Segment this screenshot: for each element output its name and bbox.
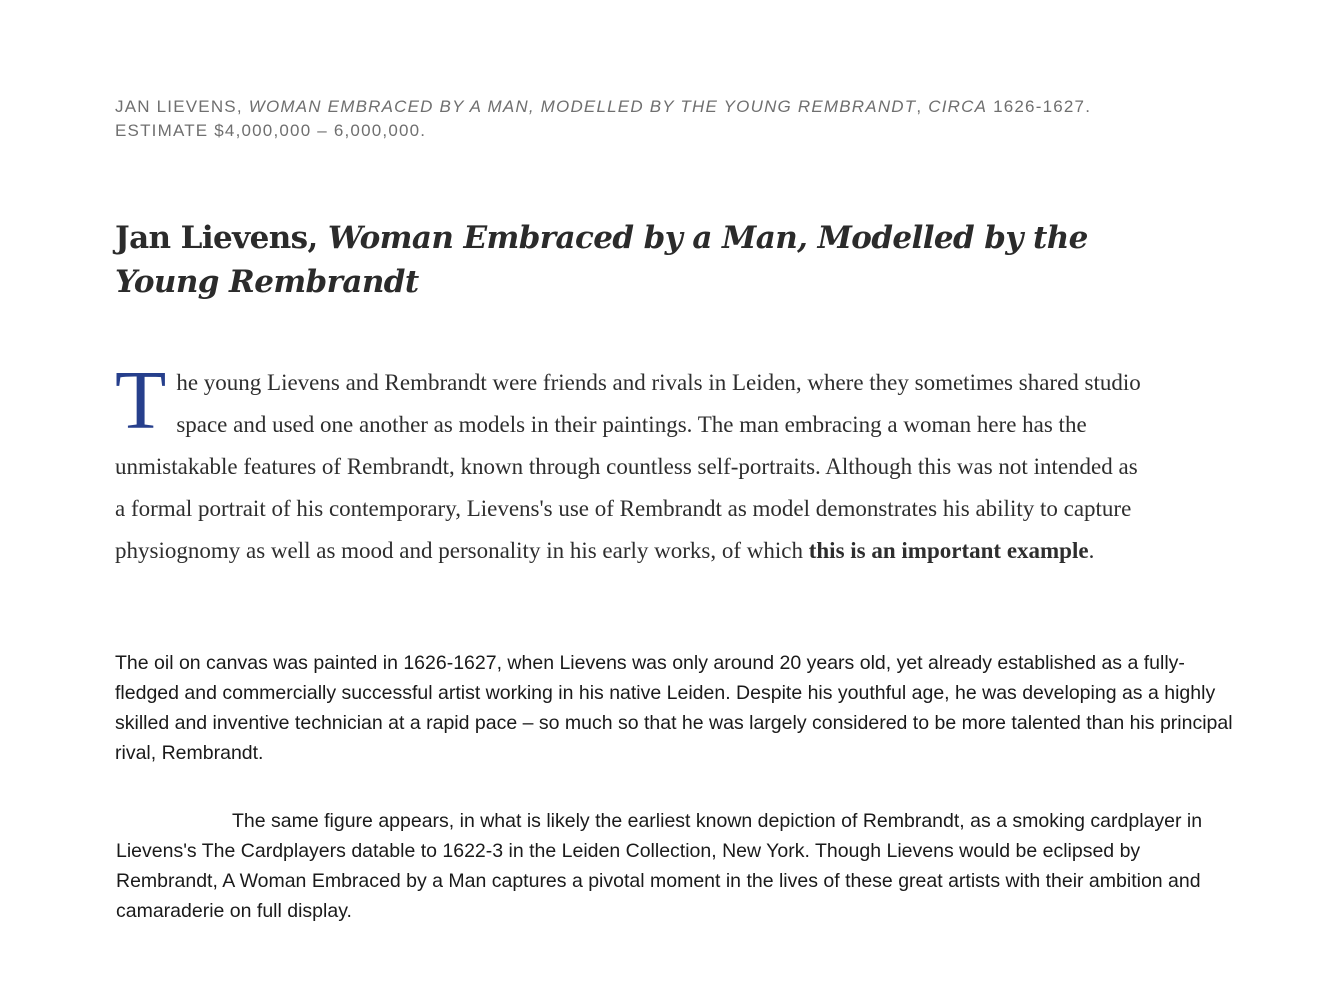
section-headline [115, 216, 1175, 304]
caption-date: 1626-1627. [993, 97, 1092, 116]
lead-bold-text: this is an important example [808, 538, 1089, 563]
body-paragraph-2 [116, 806, 1246, 926]
lead-text: he young Lievens and Rembrandt were friends and rivals in Leiden, where they sometimes shared studio space and used one another as models in their paintings. The man embracing a woman here has the unmistakable features of Rembrandt, known through countless self-portraits. Although this was not intended as a formal portrait of his contemporary, Lievens's use of Rembrandt as model demonstrates his ability to capture physiognomy as well as mood and personality in his early works, of which [115, 370, 1141, 563]
body-paragraph-1: The oil on canvas was painted in 1626-1627, when Lievens was only around 20 years old, yet already established as a fully-fledged and commercially successful artist working in his native Leiden. Despite his youthful age, he was developing as a highly skilled and inventive technician at a rapid pace – so much so that he was largely considered to be more talented than his principal rival, Rembrandt. [115, 652, 1233, 764]
lead-end: . [1088, 538, 1095, 563]
headline-artist: Jan Lievens, [115, 220, 318, 256]
lead-paragraph [115, 354, 1145, 572]
headline-title: Woman Embraced by a Man, Modelled by the Young Rembrandt [115, 220, 1088, 300]
caption-circa: CIRCA [928, 97, 988, 116]
image-caption [115, 95, 1215, 143]
caption-artist: JAN LIEVENS, [115, 97, 243, 116]
caption-title: WOMAN EMBRACED BY A MAN, MODELLED BY THE YOUNG REMBRANDT [248, 97, 917, 116]
body-paragraph-2-text: The same figure appears, in what is likely the earliest known depiction of Rembrandt, as a smoking cardplayer in Lievens's The Cardplayers datable to 1622-3 in the Leiden Collection, New York. Though Lievens would be eclipsed by Rembrandt, A Woman Embraced by a Man captures a pivotal moment in the lives of these great artists with their ambition and camaraderie on full display. [116, 810, 1203, 922]
caption-estimate: ESTIMATE $4,000,000 – 6,000,000. [115, 121, 427, 140]
dropcap-letter: T [115, 354, 167, 447]
caption-comma: , [916, 97, 923, 116]
